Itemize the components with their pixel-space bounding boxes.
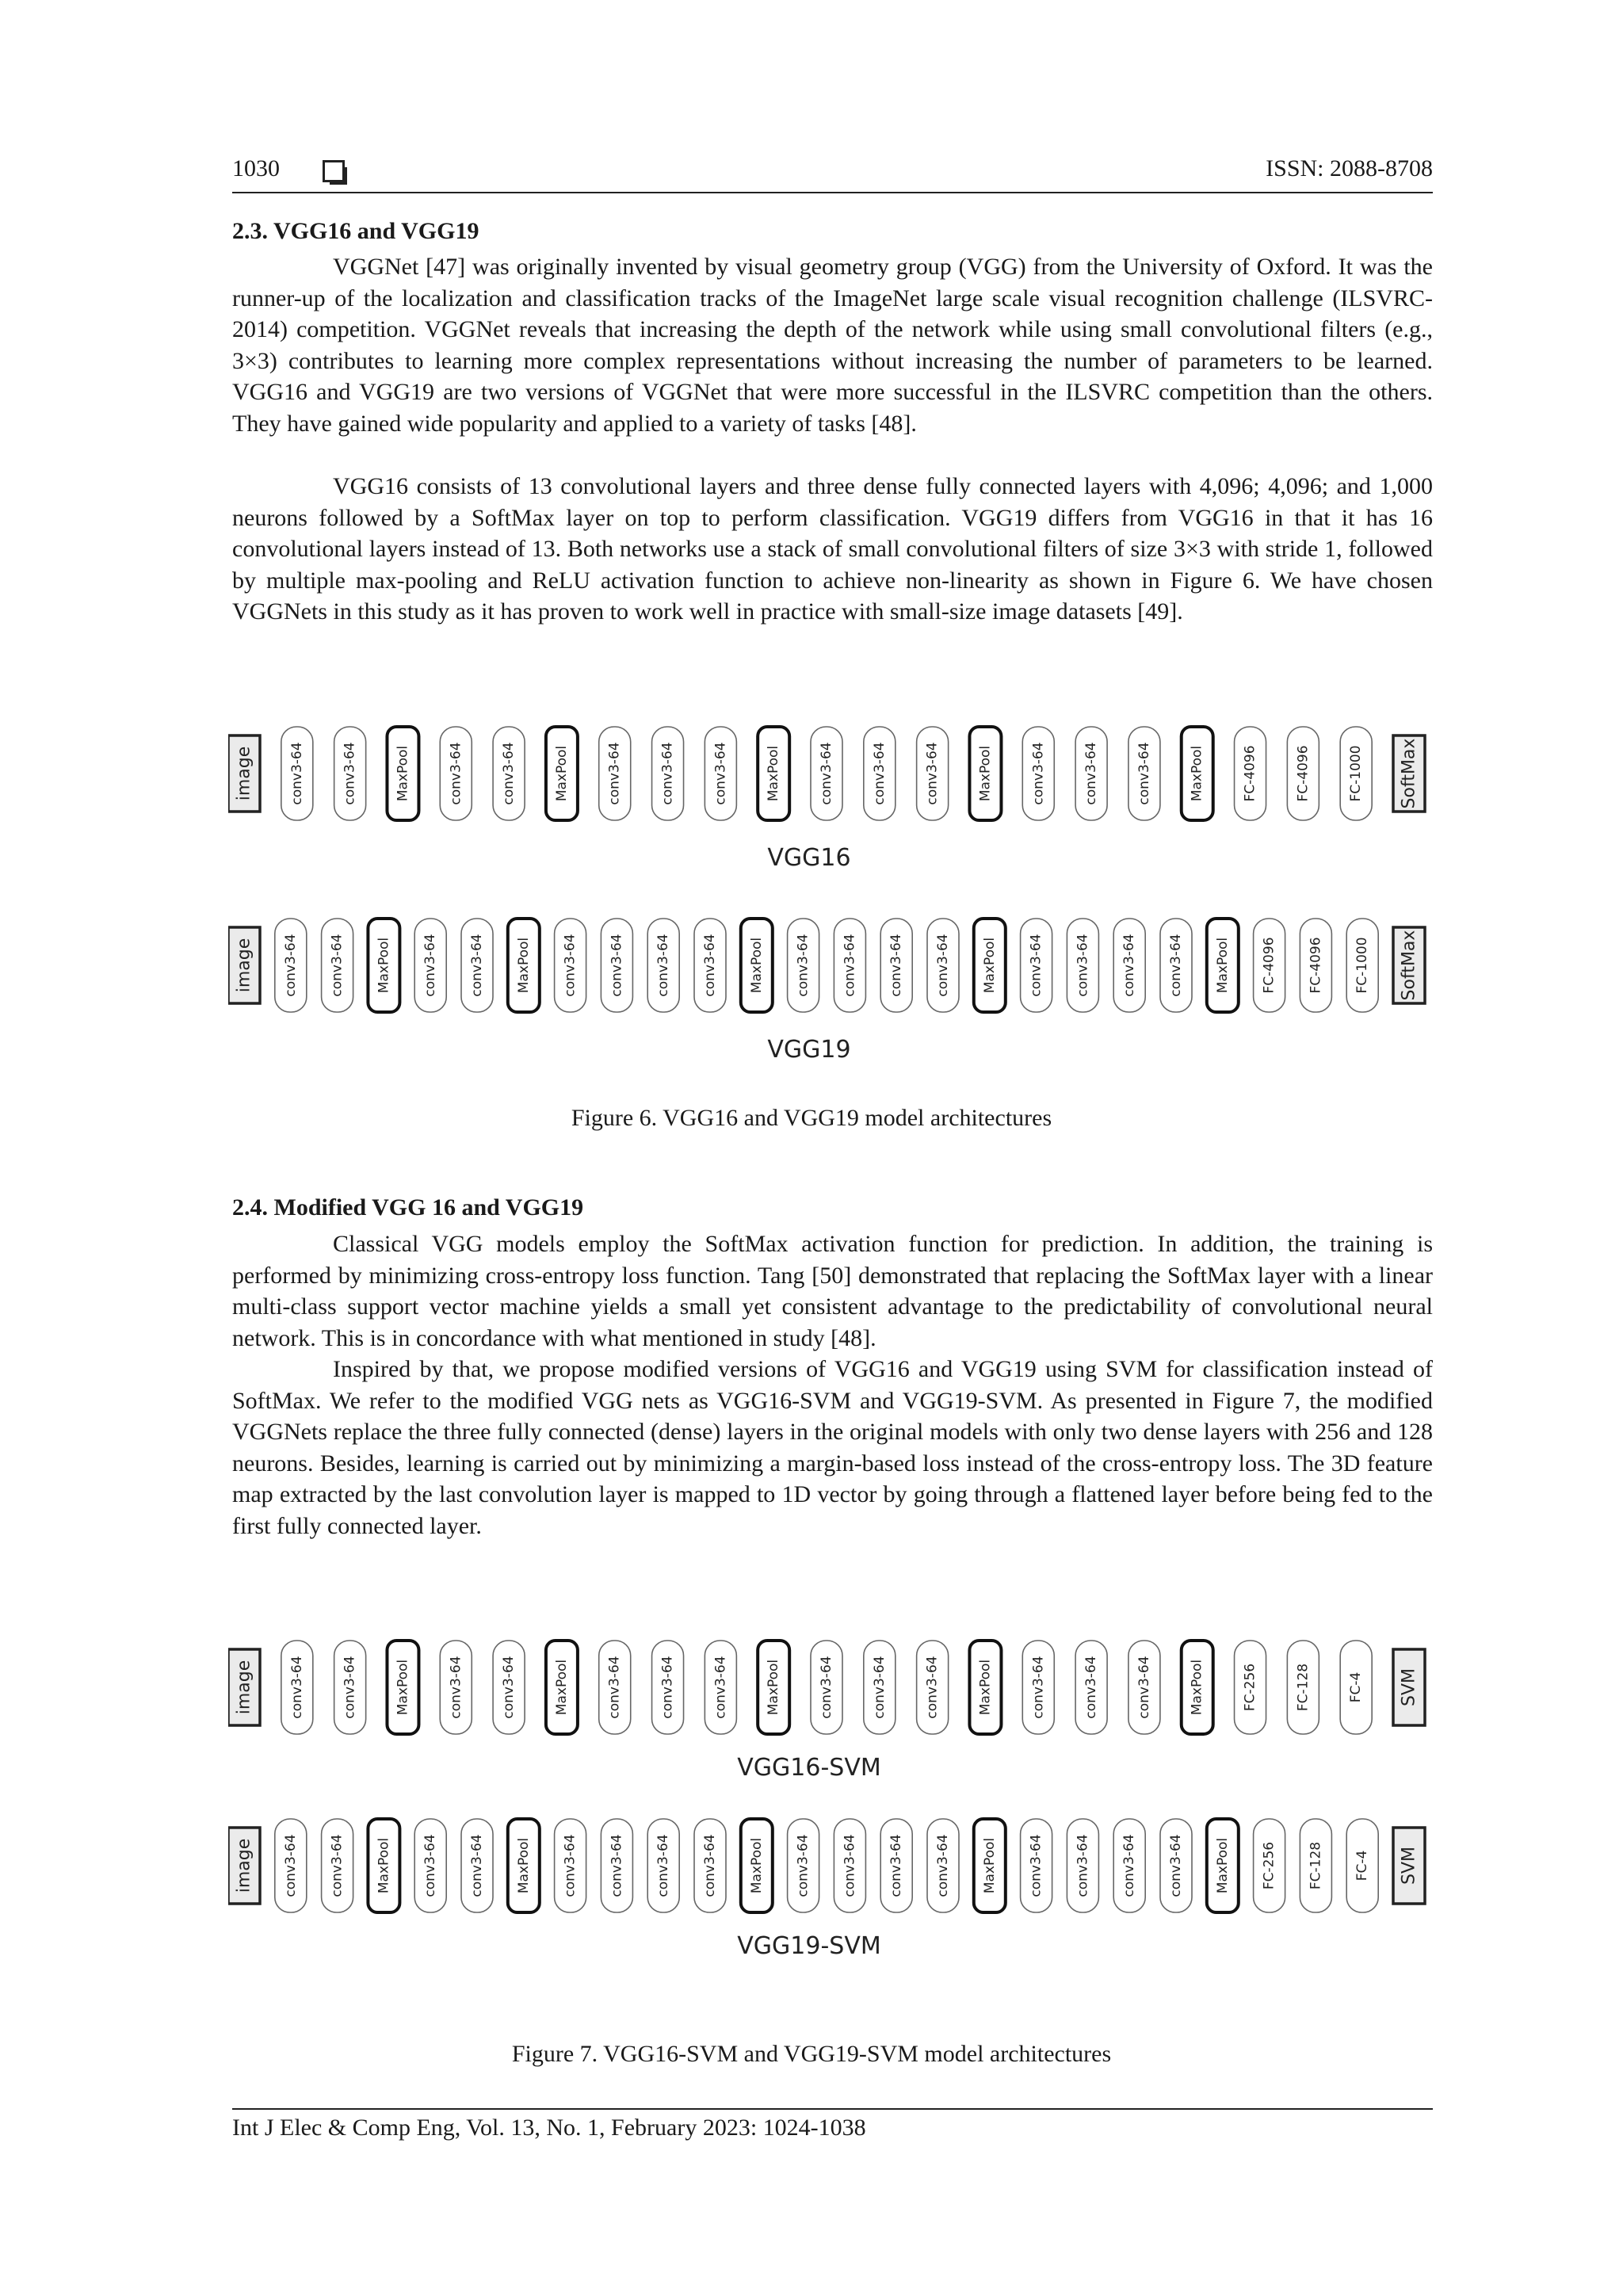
layer-softmax — [1393, 735, 1425, 812]
layer-label: FC-256 — [1261, 1841, 1277, 1890]
layer-conv3-64 — [652, 727, 684, 820]
layer-maxpool — [546, 727, 578, 820]
paragraph: Classical VGG models employ the SoftMax activation function for prediction. In addition, the training is performed by minimizing cross-entropy loss function. Tang [50] demonstrated that replacing the SoftMax layer with a linear multi-class support vector machine yields a small yet consistent advantage to the predictability of convolutional neural network. This is in concordance with what mentioned in study [48]. — [232, 1231, 1433, 1351]
layer-conv3-64 — [705, 727, 736, 820]
layer-label: conv3-64 — [842, 934, 858, 997]
layer-label: conv3-64 — [871, 742, 888, 805]
section-heading-2-4: 2.4. Modified VGG 16 and VGG19 — [232, 1194, 584, 1221]
layer-conv3-64 — [493, 1641, 525, 1734]
layer-label: conv3-64 — [655, 1834, 672, 1897]
layer-label: MaxPool — [981, 1837, 998, 1894]
layer-label: conv3-64 — [469, 1834, 485, 1897]
layer-label: SoftMax — [1399, 738, 1419, 809]
layer-svm — [1393, 1649, 1425, 1725]
layer-conv3-64 — [1021, 1819, 1052, 1912]
layer-label: MaxPool — [766, 1659, 782, 1716]
layer-label: MaxPool — [748, 937, 765, 994]
layer-maxpool — [974, 1819, 1006, 1912]
layer-conv3-64 — [599, 1641, 631, 1734]
layer-conv3-64 — [322, 1819, 353, 1912]
layer-maxpool — [387, 727, 418, 820]
layer-maxpool — [969, 1641, 1001, 1734]
layer-label: conv3-64 — [609, 1834, 625, 1897]
layer-softmax — [1393, 927, 1425, 1003]
layer-conv3-64 — [275, 1819, 307, 1912]
layer-label: FC-4096 — [1308, 937, 1324, 994]
layer-conv3-64 — [440, 727, 472, 820]
vgg19-svm-architecture-row — [228, 1819, 1425, 1912]
layer-conv3-64 — [322, 919, 353, 1012]
layer-label: conv3-64 — [1136, 742, 1152, 805]
layer-label: conv3-64 — [448, 742, 464, 805]
section-heading-2-3: 2.3. VGG16 and VGG19 — [232, 218, 479, 244]
layer-label: conv3-64 — [609, 934, 625, 997]
layer-label: MaxPool — [515, 937, 532, 994]
layer-label: image — [234, 938, 254, 993]
layer-label: MaxPool — [1214, 937, 1231, 994]
layer-label: conv3-64 — [659, 1656, 676, 1719]
layer-maxpool — [974, 919, 1006, 1012]
layer-label: conv3-64 — [712, 1656, 729, 1719]
layer-label: conv3-64 — [1030, 1656, 1047, 1719]
layer-label: conv3-64 — [1030, 742, 1047, 805]
layer-conv3-64 — [1160, 919, 1192, 1012]
layer-conv3-64 — [647, 1819, 679, 1912]
layer-image — [228, 1828, 260, 1904]
layer-conv3-64 — [705, 1641, 736, 1734]
layer-label: conv3-64 — [702, 934, 718, 997]
layer-conv3-64 — [281, 1641, 313, 1734]
layer-label: MaxPool — [981, 937, 998, 994]
layer-label: conv3-64 — [819, 742, 834, 805]
layer-conv3-64 — [1160, 1819, 1192, 1912]
layer-label: SVM — [1399, 1847, 1419, 1885]
layer-label: conv3-64 — [795, 1834, 812, 1897]
layer-maxpool — [758, 1641, 789, 1734]
layer-maxpool — [758, 727, 789, 820]
layer-label: conv3-64 — [888, 934, 905, 997]
layer-label: conv3-64 — [712, 742, 729, 805]
layer-fc-256 — [1235, 1641, 1266, 1734]
layer-maxpool — [1182, 1641, 1213, 1734]
layer-conv3-64 — [440, 1641, 472, 1734]
layer-maxpool — [387, 1641, 418, 1734]
layer-label: conv3-64 — [562, 1834, 579, 1897]
layer-maxpool — [508, 1819, 540, 1912]
layer-label: image — [234, 746, 254, 801]
layer-conv3-64 — [811, 727, 842, 820]
layer-label: conv3-64 — [342, 1656, 358, 1719]
layer-image — [228, 927, 260, 1003]
layer-fc-128 — [1300, 1819, 1331, 1912]
layer-label: FC-1000 — [1354, 937, 1371, 994]
layer-fc-128 — [1287, 1641, 1319, 1734]
layer-conv3-64 — [601, 919, 632, 1012]
layer-label: FC-4096 — [1261, 937, 1277, 994]
layer-label: conv3-64 — [1028, 934, 1044, 997]
layer-fc-4096 — [1287, 727, 1319, 820]
layer-conv3-64 — [599, 727, 631, 820]
layer-fc-4096 — [1300, 919, 1331, 1012]
layer-label: MaxPool — [977, 1659, 994, 1716]
layer-conv3-64 — [1022, 1641, 1054, 1734]
layer-label: conv3-64 — [1028, 1834, 1044, 1897]
layer-label: MaxPool — [376, 1837, 392, 1894]
figure-6-diagram — [228, 717, 1441, 1066]
layer-conv3-64 — [555, 919, 586, 1012]
layer-maxpool — [368, 919, 399, 1012]
layer-conv3-64 — [917, 1641, 949, 1734]
layer-conv3-64 — [788, 1819, 819, 1912]
paragraph: VGGNet [47] was originally invented by visual geometry group (VGG) from the University of Oxford. It was the runner-up of the localization and classification tracks of the ImageNet large scale visual recognition challenge (ILSVRC-2014) competition. VGGNet reveals that increasing the depth of the network while using small convolutional filters (e.g., 3×3) contributes to learning more complex representations without increasing the number of parameters to be learned. VGG16 and VGG19 are two versions of VGGNet that were more successful in the ILSVRC competition than the others. They have gained wide popularity and applied to a variety of tasks [48]. — [232, 254, 1433, 437]
layer-label: conv3-64 — [659, 742, 676, 805]
layer-label: MaxPool — [515, 1837, 532, 1894]
layer-label: conv3-64 — [1168, 1834, 1184, 1897]
layer-label: conv3-64 — [282, 934, 299, 997]
layer-conv3-64 — [864, 727, 896, 820]
layer-maxpool — [1182, 727, 1213, 820]
layer-conv3-64 — [275, 919, 307, 1012]
layer-maxpool — [368, 1819, 399, 1912]
layer-label: conv3-64 — [501, 742, 517, 805]
layer-conv3-64 — [1075, 727, 1107, 820]
layer-label: conv3-64 — [288, 1656, 305, 1719]
layer-conv3-64 — [493, 727, 525, 820]
layer-label: conv3-64 — [935, 934, 951, 997]
layer-conv3-64 — [927, 1819, 959, 1912]
layer-label: FC-4 — [1348, 1671, 1365, 1703]
layer-label: FC-4096 — [1295, 745, 1312, 802]
layer-maxpool — [741, 1819, 773, 1912]
layer-label: conv3-64 — [1168, 934, 1184, 997]
diagram-title: VGG16 — [767, 844, 851, 872]
layer-conv3-64 — [334, 1641, 366, 1734]
paragraph: VGG16 consists of 13 convolutional layers and three dense fully connected layers with 4,096; 4,096; and 1,000 neurons followed by a SoftMax layer on top to perform classification. VGG19 differs from VGG16 in that it has 16 convolutional layers instead of 13. Both networks use a stack of small convolutional filters of size 3×3 with stride 1, followed by multiple max-pooling and ReLU activation function to achieve non-linearity as shown in Figure 6. We have chosen VGGNets in this study as it has proven to work well in practice with small-size image datasets [49]. — [232, 473, 1433, 625]
layer-label: conv3-64 — [342, 742, 358, 805]
layer-label: conv3-64 — [448, 1656, 464, 1719]
layer-maxpool — [741, 919, 773, 1012]
layer-conv3-64 — [461, 1819, 493, 1912]
layer-label: MaxPool — [395, 745, 411, 802]
layer-conv3-64 — [880, 919, 912, 1012]
journal-citation: Int J Elec & Comp Eng, Vol. 13, No. 1, February 2023: 1024-1038 — [232, 2115, 866, 2141]
layer-label: conv3-64 — [606, 742, 623, 805]
layer-conv3-64 — [864, 1641, 896, 1734]
page-number: 1030 — [232, 155, 280, 181]
layer-label: MaxPool — [553, 1659, 570, 1716]
diagram-title: VGG19-SVM — [737, 1932, 881, 1960]
layer-conv3-64 — [555, 1819, 586, 1912]
layer-label: conv3-64 — [842, 1834, 858, 1897]
layer-conv3-64 — [1022, 727, 1054, 820]
layer-conv3-64 — [694, 919, 726, 1012]
layer-label: conv3-64 — [1136, 1656, 1152, 1719]
layer-fc-4 — [1340, 1641, 1372, 1734]
layer-label: FC-4 — [1354, 1850, 1371, 1881]
layer-label: FC-1000 — [1348, 745, 1365, 802]
layer-svm — [1393, 1828, 1425, 1904]
layer-label: MaxPool — [1189, 1659, 1205, 1716]
layer-label: MaxPool — [977, 745, 994, 802]
layer-conv3-64 — [461, 919, 493, 1012]
layer-maxpool — [969, 727, 1001, 820]
layer-label: MaxPool — [766, 745, 782, 802]
layer-label: conv3-64 — [795, 934, 812, 997]
layer-label: conv3-64 — [1121, 934, 1138, 997]
layer-label: conv3-64 — [924, 742, 941, 805]
layer-label: MaxPool — [1214, 1837, 1231, 1894]
layer-label: conv3-64 — [1083, 742, 1100, 805]
layer-maxpool — [1207, 1819, 1239, 1912]
vgg16-architecture-row — [228, 727, 1425, 820]
layer-conv3-64 — [601, 1819, 632, 1912]
layer-label: conv3-64 — [1075, 934, 1091, 997]
layer-fc-4096 — [1254, 919, 1285, 1012]
layer-conv3-64 — [694, 1819, 726, 1912]
layer-label: conv3-64 — [329, 934, 346, 997]
layer-label: MaxPool — [748, 1837, 765, 1894]
layer-fc-256 — [1254, 1819, 1285, 1912]
issn: ISSN: 2088-8708 — [1266, 155, 1433, 181]
layer-label: MaxPool — [395, 1659, 411, 1716]
layer-label: FC-128 — [1308, 1841, 1324, 1890]
layer-label: FC-256 — [1242, 1663, 1258, 1712]
layer-conv3-64 — [647, 919, 679, 1012]
layer-label: MaxPool — [553, 745, 570, 802]
vgg16-svm-architecture-row — [228, 1641, 1425, 1734]
layer-conv3-64 — [334, 727, 366, 820]
layer-label: SVM — [1399, 1668, 1419, 1706]
layer-maxpool — [1207, 919, 1239, 1012]
layer-conv3-64 — [1128, 727, 1160, 820]
layer-conv3-64 — [788, 919, 819, 1012]
layer-conv3-64 — [880, 1819, 912, 1912]
layer-maxpool — [546, 1641, 578, 1734]
layer-conv3-64 — [917, 727, 949, 820]
layer-conv3-64 — [927, 919, 959, 1012]
layer-label: conv3-64 — [422, 934, 439, 997]
vgg19-architecture-row — [228, 919, 1425, 1012]
layer-conv3-64 — [1021, 919, 1052, 1012]
layer-label: conv3-64 — [288, 742, 305, 805]
layer-conv3-64 — [834, 919, 865, 1012]
layer-conv3-64 — [281, 727, 313, 820]
layer-label: MaxPool — [1189, 745, 1205, 802]
diagram-title: VGG16-SVM — [737, 1754, 881, 1782]
layer-label: conv3-64 — [422, 1834, 439, 1897]
layer-maxpool — [508, 919, 540, 1012]
layer-conv3-64 — [1113, 919, 1145, 1012]
layer-label: conv3-64 — [935, 1834, 951, 1897]
page-footer — [232, 2108, 1433, 2141]
layer-conv3-64 — [1113, 1819, 1145, 1912]
diagram-title: VGG19 — [767, 1036, 851, 1064]
layer-conv3-64 — [414, 919, 446, 1012]
layer-conv3-64 — [1075, 1641, 1107, 1734]
page-header — [232, 155, 1433, 193]
figure-7-diagram — [228, 1633, 1441, 1981]
layer-conv3-64 — [1067, 919, 1098, 1012]
layer-image — [228, 1649, 260, 1725]
layer-label: FC-128 — [1295, 1663, 1312, 1712]
layer-label: conv3-64 — [819, 1656, 834, 1719]
layer-label: conv3-64 — [1083, 1656, 1100, 1719]
layer-label: conv3-64 — [282, 1834, 299, 1897]
layer-label: conv3-64 — [702, 1834, 718, 1897]
layer-conv3-64 — [414, 1819, 446, 1912]
layer-label: FC-4096 — [1242, 745, 1258, 802]
layer-label: conv3-64 — [562, 934, 579, 997]
layer-conv3-64 — [652, 1641, 684, 1734]
checkbox-symbol-icon — [323, 160, 345, 182]
layer-label: conv3-64 — [924, 1656, 941, 1719]
layer-label: image — [234, 1838, 254, 1893]
layer-image — [228, 735, 260, 812]
layer-conv3-64 — [834, 1819, 865, 1912]
layer-label: MaxPool — [376, 937, 392, 994]
layer-label: conv3-64 — [888, 1834, 905, 1897]
layer-label: conv3-64 — [1121, 1834, 1138, 1897]
layer-fc-4096 — [1235, 727, 1266, 820]
layer-fc-1000 — [1340, 727, 1372, 820]
figure-7-caption: Figure 7. VGG16-SVM and VGG19-SVM model architectures — [511, 2041, 1112, 2067]
layer-label: image — [234, 1660, 254, 1715]
layer-label: conv3-64 — [655, 934, 672, 997]
paragraph: Inspired by that, we propose modified versions of VGG16 and VGG19 using SVM for classification instead of SoftMax. We refer to the modified VGG nets as VGG16-SVM and VGG19-SVM. As presented in Figure 7, the modified VGGNets replace the three fully connected (dense) layers in the original models with only two dense layers with 256 and 128 neurons. Besides, learning is carried out by minimizing a margin-based loss instead of the cross-entropy loss. The 3D feature map extracted by the last convolution layer is mapped to 1D vector by going through a flattened layer before being fed to the first fully connected layer. — [232, 1356, 1433, 1539]
layer-label: conv3-64 — [1075, 1834, 1091, 1897]
layer-conv3-64 — [811, 1641, 842, 1734]
layer-label: conv3-64 — [329, 1834, 346, 1897]
layer-fc-1000 — [1346, 919, 1378, 1012]
layer-label: conv3-64 — [606, 1656, 623, 1719]
layer-conv3-64 — [1128, 1641, 1160, 1734]
layer-label: SoftMax — [1399, 930, 1419, 1001]
layer-label: conv3-64 — [501, 1656, 517, 1719]
figure-6-caption: Figure 6. VGG16 and VGG19 model architectures — [571, 1105, 1052, 1131]
layer-label: conv3-64 — [871, 1656, 888, 1719]
layer-label: conv3-64 — [469, 934, 485, 997]
layer-conv3-64 — [1067, 1819, 1098, 1912]
layer-fc-4 — [1346, 1819, 1378, 1912]
